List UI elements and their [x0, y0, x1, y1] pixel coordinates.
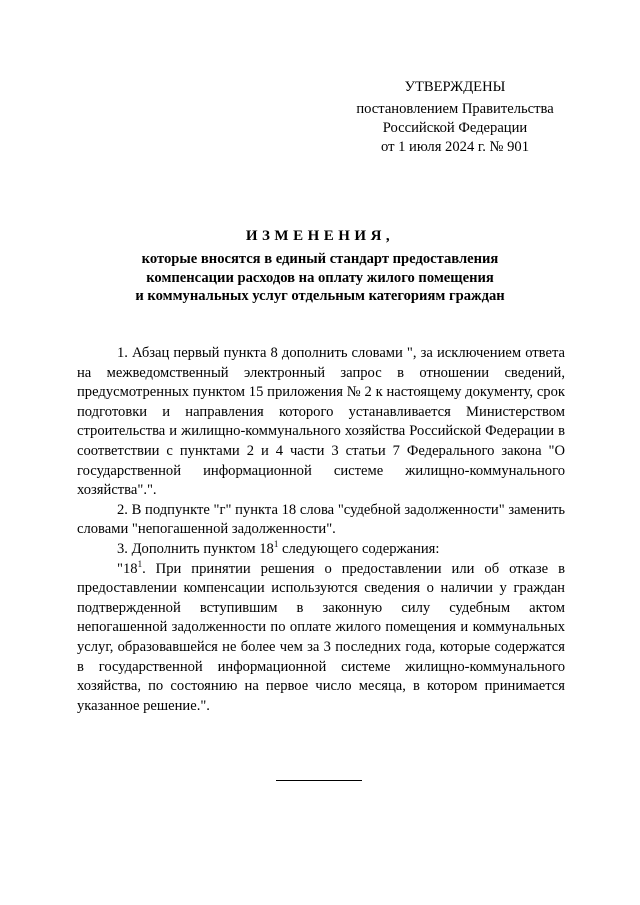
approval-line-1: постановлением Правительства: [356, 101, 554, 117]
paragraph-4-text-end: . При принятии решения о предоставлении или об отказе в предоставлении компенсации используются сведения о наличии у граждан подтвержденной вступившим в законную силу судебным актом непогашенной задолженности по оплате жилого помещения и коммунальных услуг, образовавшейся не более чем за 3 последних года, которые содержатся в государственной информационной системе жилищно-коммунального хозяйства, по состоянию на первое число месяца, в котором принимается указанное решение.".: [77, 560, 565, 714]
document-subtitle: [80, 250, 560, 306]
end-separator-line: [276, 780, 362, 781]
approval-line-2: Российской Федерации: [382, 120, 528, 136]
paragraph-2: 2. В подпункте "г" пункта 18 слова "судебной задолженности" заменить словами "непогашенной задолженности".: [77, 501, 565, 538]
subtitle-line-1: которые вносятся в единый стандарт предоставления: [141, 251, 499, 267]
approval-line-3: от 1 июля 2024 г. № 901: [380, 139, 529, 155]
subtitle-line-2: компенсации расходов на оплату жилого помещения: [146, 269, 494, 286]
paragraph-4-superscript: 1: [137, 558, 143, 569]
approval-heading: УТВЕРЖДЕНЫ: [404, 79, 506, 95]
paragraph-3-superscript: 1: [273, 538, 279, 549]
paragraph-1: 1. Абзац первый пункта 8 дополнить словами ", за исключением ответа на межведомственный электронный запрос в отношении сведений, предусмотренных пунктом 15 приложения № 2 к настоящему документу, срок подготовки и направления которого устанавливается Министерством строительства и жилищно-коммунального хозяйства Российской Федерации в соответствии с пунктами 2 и 4 части 3 статьи 7 Федерального закона "О государственной информационной системе жилищно-коммунального хозяйства".".: [77, 345, 565, 499]
paragraph-4: [77, 560, 565, 717]
paragraph-3: [77, 540, 565, 560]
approval-block: [330, 78, 580, 157]
document-body: [77, 344, 565, 716]
document-title: ИЗМЕНЕНИЯ,: [245, 228, 395, 244]
paragraph-3-text-start: 3. Дополнить пунктом 18: [117, 540, 274, 557]
paragraph-4-text-start: "18: [117, 560, 138, 577]
subtitle-line-3: и коммунальных услуг отдельным категориям граждан: [135, 288, 505, 304]
paragraph-3-text-end: следующего содержания:: [278, 540, 440, 557]
